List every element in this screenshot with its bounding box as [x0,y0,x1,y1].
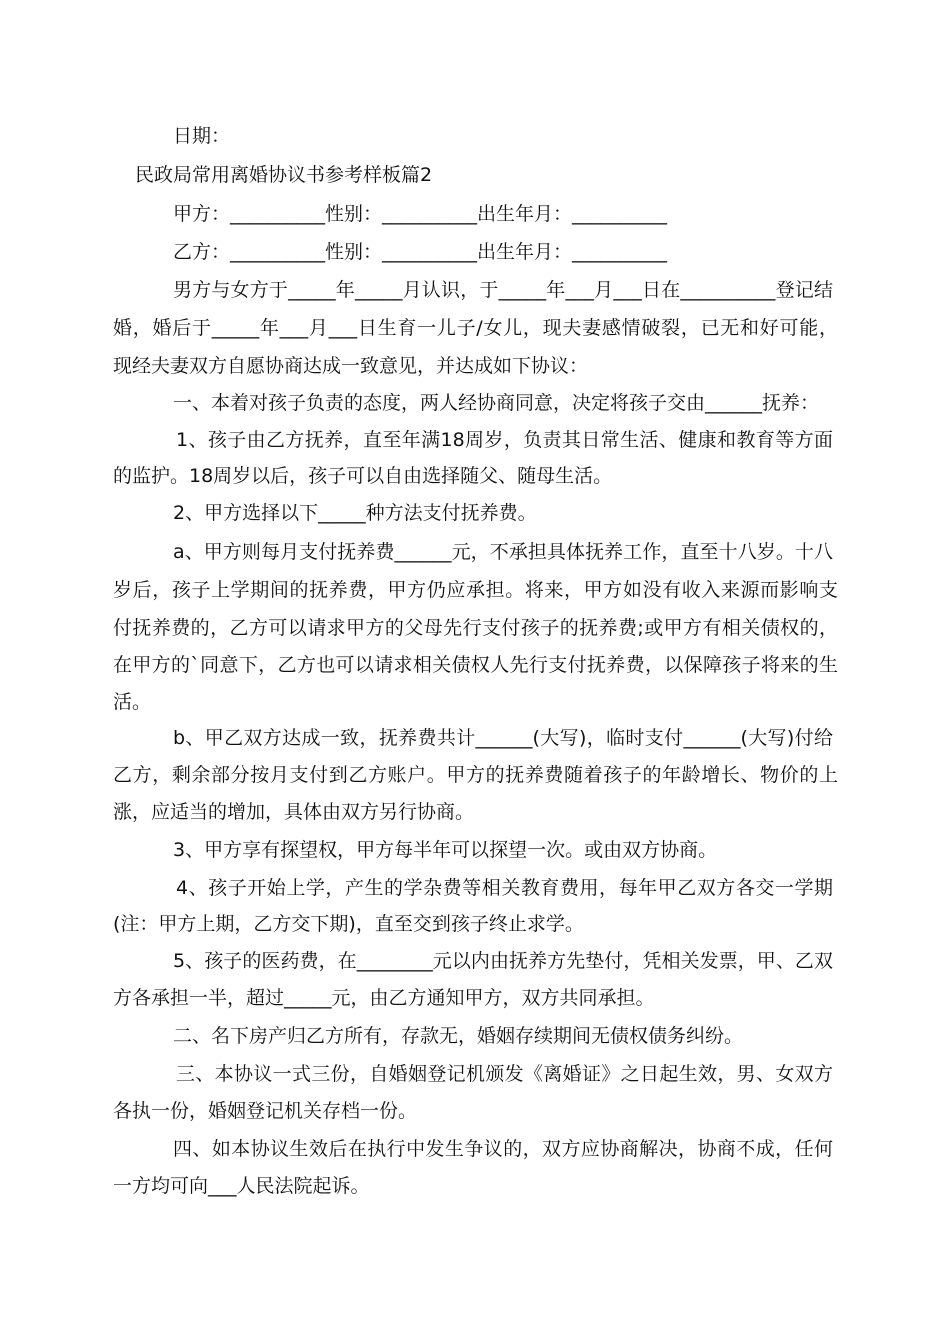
item-5-line-2: 方各承担一半，超过_____元，由乙方通知甲方，双方共同承担。 [113,987,655,1009]
item-b-line-1: b、甲乙双方达成一致，抚养费共计______(大写)，临时支付______(大写)付给 [173,727,833,749]
date-label: 日期： [173,125,231,147]
item-a-line-2: 岁后，孩子上学期间的抚养费，甲方仍应承担。将来，甲方如没有收入来源而影响支 [113,579,838,601]
clause-3-line-1: 三、本协议一式三份，自婚姻登记机颁发《离婚证》之日起生效，男、女双方 [176,1063,833,1085]
item-b-line-3: 涨，应适当的增加，具体由双方另行协商。 [113,801,475,823]
item-1-line-1: 1、孩子由乙方抚养，直至年满18周岁，负责其日常生活、健康和教育等方面 [176,429,833,451]
item-3: 3、甲方享有探望权，甲方每半年可以探望一次。或由双方协商。 [173,839,718,861]
intro-line-3: 现经夫妻双方自愿协商达成一致意见，并达成如下协议： [113,355,589,377]
clause-1-heading: 一、本着对孩子负责的态度，两人经协商同意，决定将孩子交由______抚养： [173,392,820,414]
item-a-line-4: 在甲方的`同意下，乙方也可以请求相关债权人先行支付抚养费，以保障孩子将来的生 [113,654,838,676]
item-b-line-2: 乙方，剩余部分按月支付到乙方账户。甲方的抚养费随着孩子的年龄增长、物价的上 [113,764,838,786]
item-a-line-5: 活。 [113,691,152,713]
clause-3-line-2: 各执一份，婚姻登记机关存档一份。 [113,1100,418,1122]
item-a-line-3: 付抚养费的，乙方可以请求甲方的父母先行支付孩子的抚养费;或甲方有相关债权的， [113,617,838,639]
intro-line-1: 男方与女方于_____年_____月认识，于_____年___月___日在__________登记结 [173,279,833,301]
item-4-line-2: (注：甲方上期，乙方交下期)，直至交到孩子终止求学。 [113,913,584,935]
item-4-line-1: 4、孩子开始上学，产生的学杂费等相关教育费用，每年甲乙双方各交一学期 [176,877,833,899]
clause-4-line-2: 一方均可向___人民法院起诉。 [113,1175,370,1197]
document-title: 民政局常用离婚协议书参考样板篇2 [135,164,433,186]
intro-line-2: 婚，婚后于_____年___月___日生育一儿子/女儿，现夫妻感情破裂，已无和好可能， [113,317,838,339]
item-5-line-1: 5、孩子的医药费，在________元以内由抚养方先垫付，凭相关发票，甲、乙双 [173,950,833,972]
item-1-line-2: 的监护。18周岁以后，孩子可以自由选择随父、随母生活。 [113,465,613,487]
item-2: 2、甲方选择以下_____种方法支付抚养费。 [173,502,537,524]
party-b-line: 乙方：__________性别：__________出生年月：__________ [173,241,668,263]
clause-2: 二、名下房产归乙方所有，存款无，婚姻存续期间无债权债务纠纷。 [173,1025,744,1047]
item-a-line-1: a、甲方则每月支付抚养费______元，不承担具体抚养工作，直至十八岁。十八 [173,541,833,563]
party-a-line: 甲方：__________性别：__________出生年月：__________ [173,203,668,225]
clause-4-line-1: 四、如本协议生效后在执行中发生争议的，双方应协商解决，协商不成，任何 [173,1138,833,1160]
